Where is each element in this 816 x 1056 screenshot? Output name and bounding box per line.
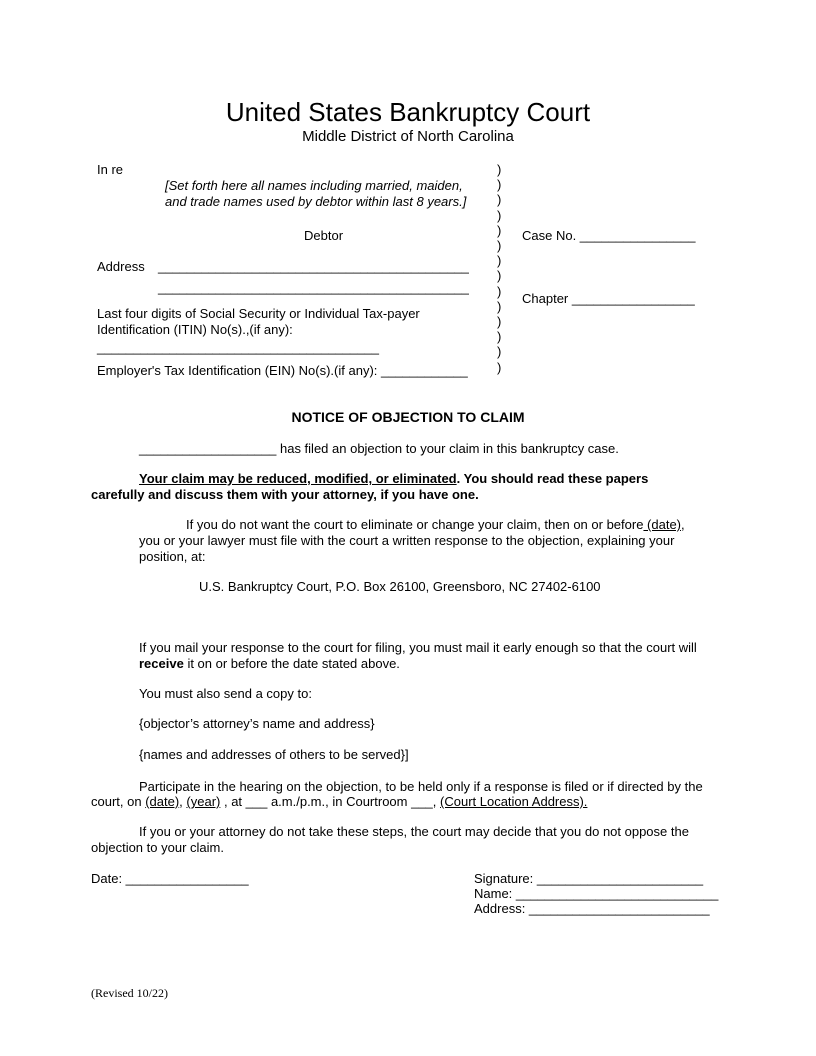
hearing-line-2 (91, 794, 587, 810)
caption-parenthesis: ) (497, 253, 502, 269)
caption-parenthesis: ) (497, 344, 502, 360)
caption-parenthesis: ) (497, 162, 502, 177)
response-instructions-line-3: position, at: (139, 549, 206, 564)
court-mailing-address: U.S. Bankruptcy Court, P.O. Box 26100, Greensboro, NC 27402-6100 (199, 579, 601, 594)
caption-parenthesis: ) (497, 207, 502, 223)
revised-date: (Revised 10/22) (91, 986, 168, 1000)
ssn-blank-line: _______________________________________ (97, 340, 379, 355)
chapter-field: Chapter _________________ (522, 291, 695, 306)
ein-label: Employer's Tax Identification (EIN) No(s).(if any): ____________ (97, 363, 468, 378)
caption-parenthesis: ) (497, 298, 502, 314)
caption-parenthesis: ) (497, 177, 502, 193)
hearing-separator: , (179, 794, 187, 809)
caption-parenthesis: ) (497, 359, 502, 375)
response-instructions-line-1 (186, 517, 685, 533)
claim-warning-line-2: carefully and discuss them with your attorney, if you have one. (91, 487, 479, 502)
caption-parenthesis: ) (497, 314, 502, 330)
caption-parenthesis-column (497, 162, 501, 375)
address-field: Address: _________________________ (474, 901, 710, 916)
objection-filed-paragraph: ___________________ has filed an objection to your claim in this bankruptcy case. (139, 441, 619, 456)
names-instruction-line-1: [Set forth here all names including married, maiden, (165, 178, 463, 193)
response-deadline-date: (date) (643, 517, 682, 532)
response-instructions-text: If you do not want the court to eliminate or change your claim, then on or before (186, 517, 644, 532)
court-title: United States Bankruptcy Court (225, 97, 591, 127)
claim-warning-rest: . You should read these papers (456, 471, 649, 486)
address-label: Address (97, 259, 145, 274)
caption-parenthesis: ) (497, 268, 502, 284)
names-instruction-line-2: and trade names used by debtor within last 8 years.] (165, 194, 467, 209)
address-line-2: ___________________________________________ (158, 280, 469, 295)
caption-parenthesis: ) (497, 283, 502, 299)
hearing-time-courtroom: , at ___ a.m./p.m., in Courtroom ___, (220, 794, 441, 809)
send-copy-paragraph: You must also send a copy to: (139, 686, 312, 701)
caption-parenthesis: ) (497, 238, 502, 254)
hearing-location: (Court Location Address). (440, 794, 588, 809)
hearing-court-on: court, on (91, 794, 146, 809)
date-field: Date: _________________ (91, 871, 249, 886)
hearing-date: (date) (145, 794, 180, 809)
caption-parenthesis: ) (497, 222, 502, 238)
hearing-line-1: Participate in the hearing on the objection, to be held only if a response is filed or if directed by the (139, 779, 703, 794)
court-district: Middle District of North Carolina (302, 128, 514, 145)
objector-attorney-placeholder: {objector’s attorney’s name and address} (139, 716, 375, 731)
response-instructions-comma: , (681, 517, 685, 532)
case-number-field: Case No. ________________ (522, 228, 696, 243)
mail-response-line-1: If you mail your response to the court for filing, you must mail it early enough so that the court will (139, 640, 697, 655)
others-served-placeholder: {names and addresses of others to be served}] (139, 747, 409, 762)
receive-emphasis: receive (139, 656, 184, 671)
mail-response-rest: it on or before the date stated above. (183, 656, 400, 671)
in-re-label: In re (97, 162, 124, 177)
response-instructions-line-2: you or your lawyer must file with the court a written response to the objection, explaining your (139, 533, 675, 548)
notice-heading: NOTICE OF OBJECTION TO CLAIM (291, 409, 525, 425)
name-field: Name: ____________________________ (474, 886, 719, 901)
caption-parenthesis: ) (497, 329, 502, 345)
hearing-year: (year) (186, 794, 221, 809)
claim-warning-underlined: Your claim may be reduced, modified, or eliminated (139, 471, 457, 486)
ssn-label-line-1: Last four digits of Social Security or Individual Tax-payer (97, 306, 420, 321)
caption-parenthesis: ) (497, 192, 502, 208)
claim-warning-line-1 (139, 471, 648, 487)
ssn-label-line-2: Identification (ITIN) No(s).,(if any): (97, 322, 293, 337)
consequence-line-2: objection to your claim. (91, 840, 224, 855)
debtor-label: Debtor (304, 228, 344, 243)
signature-field: Signature: _______________________ (474, 871, 704, 886)
mail-response-line-2 (139, 656, 400, 672)
address-line-1: ___________________________________________ (158, 259, 469, 274)
consequence-line-1: If you or your attorney do not take these steps, the court may decide that you do not oppose the (139, 824, 689, 839)
